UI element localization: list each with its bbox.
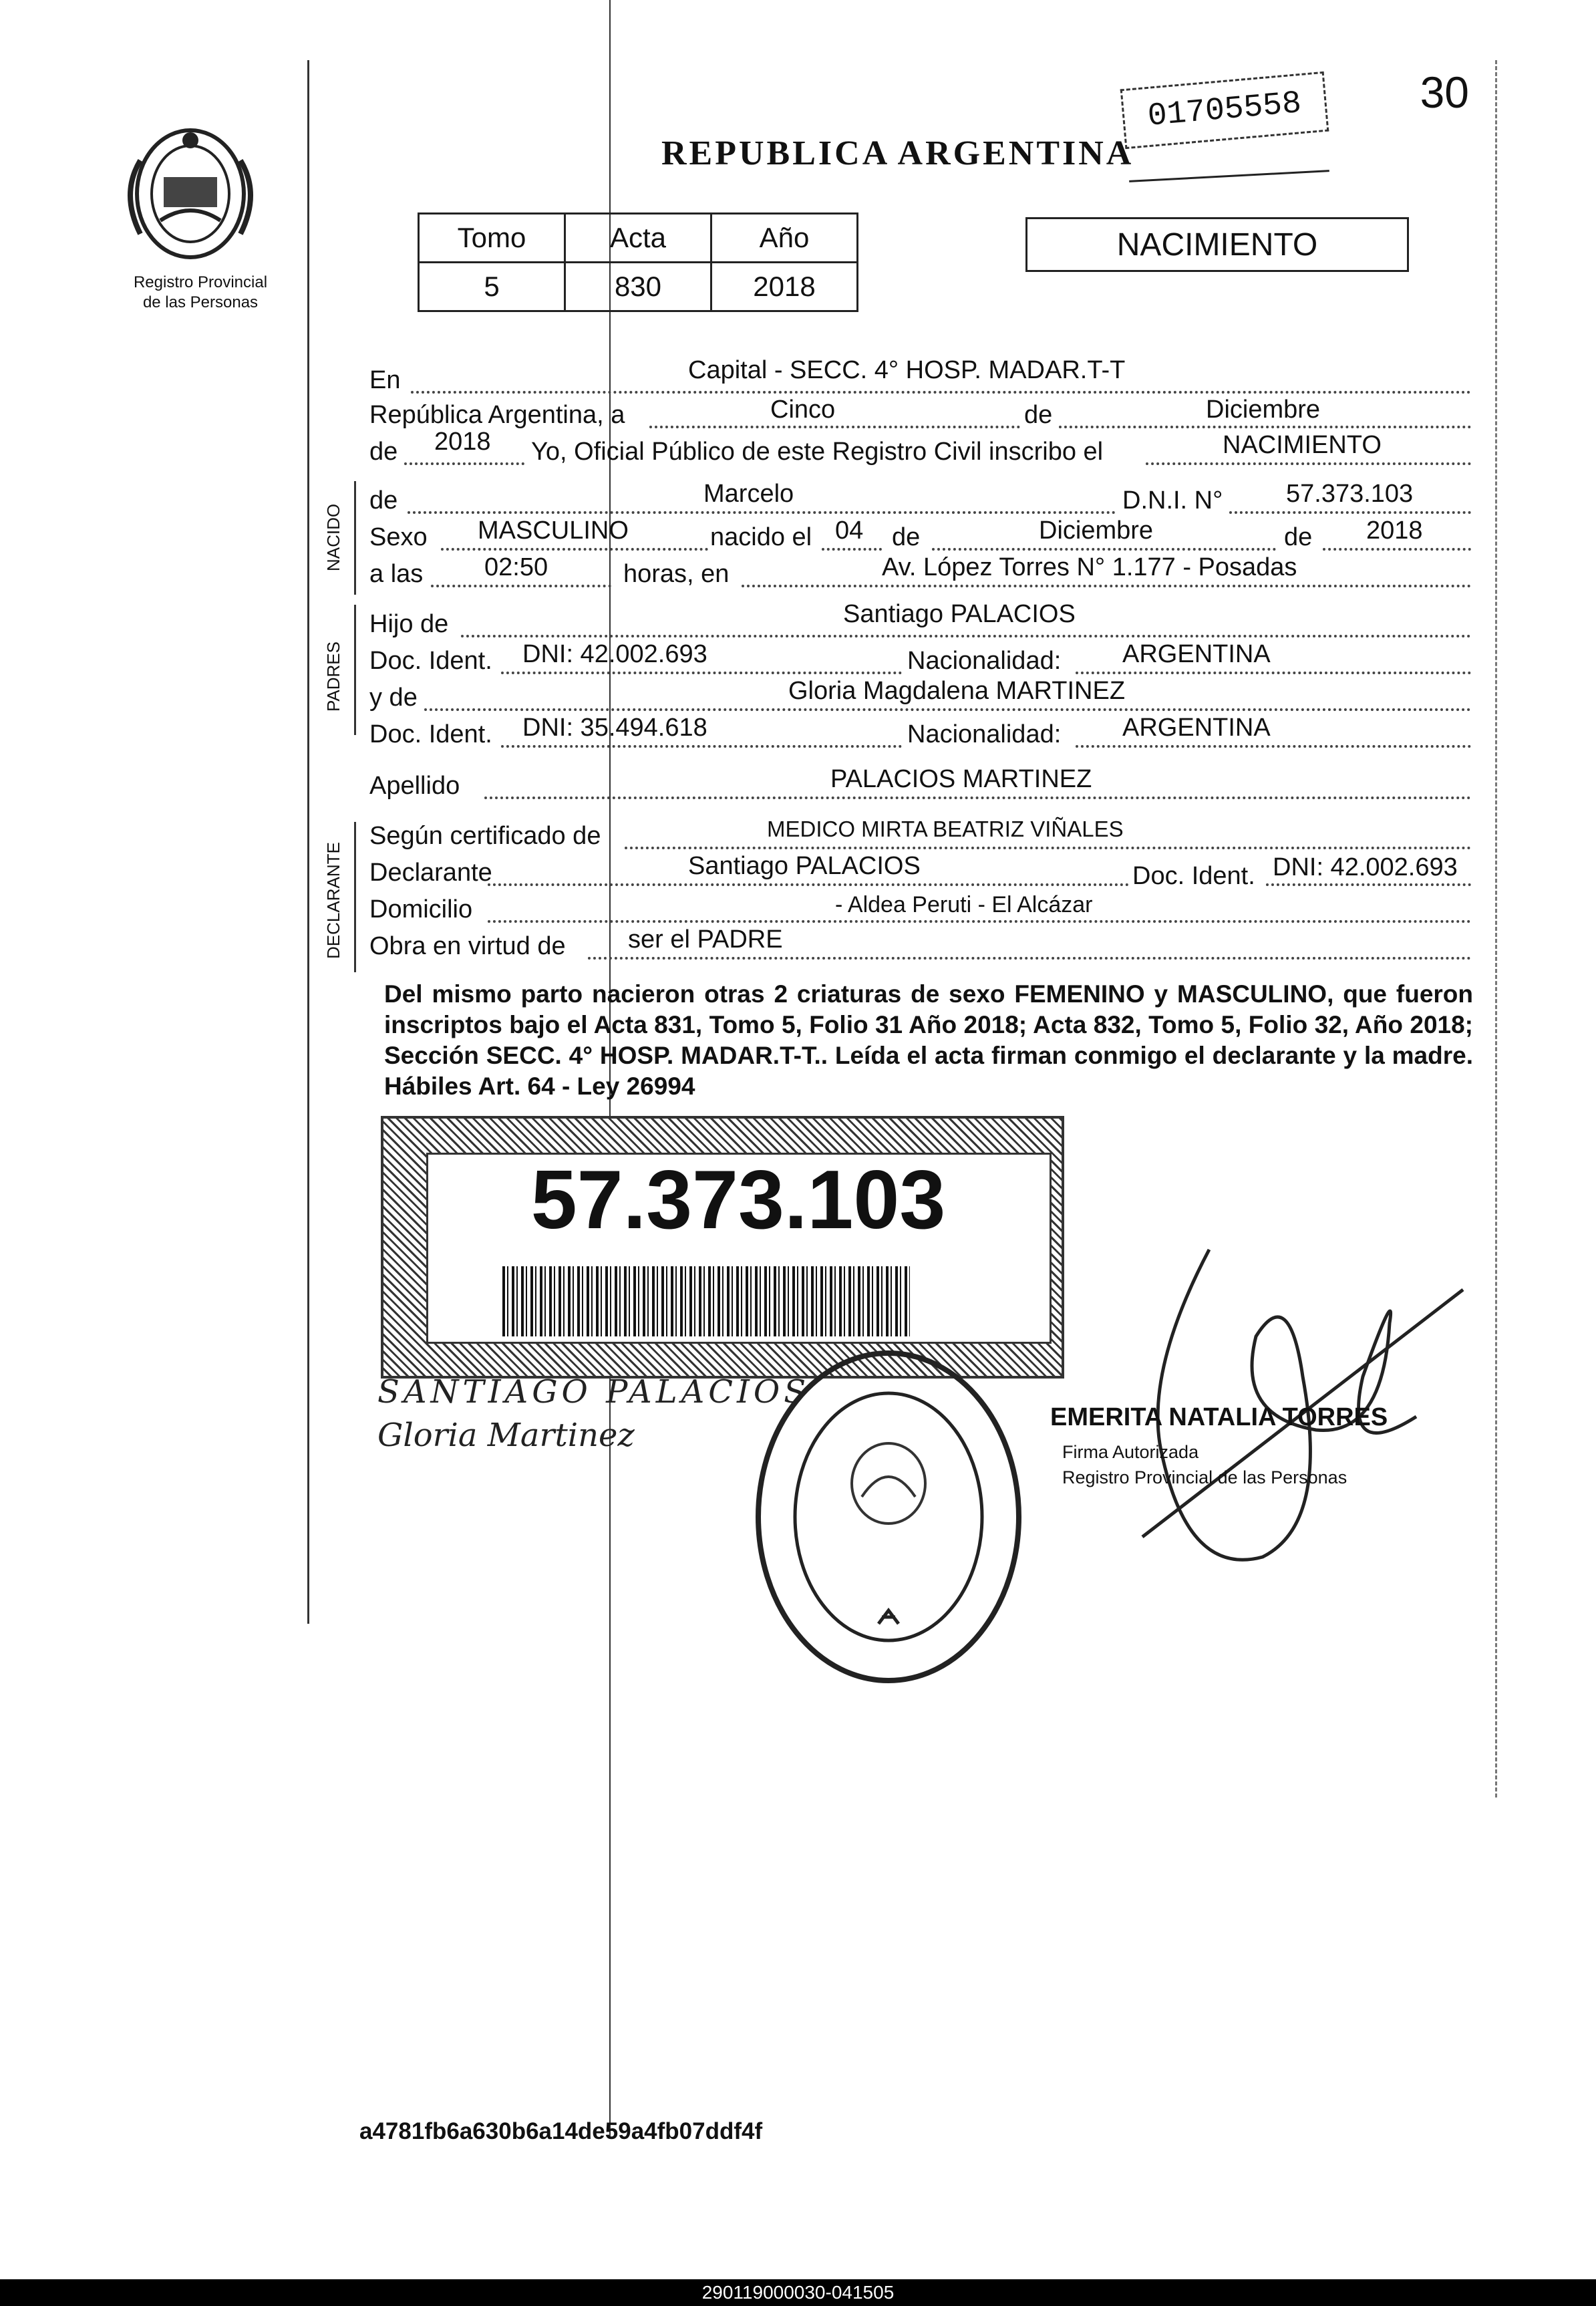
hijo-label: Hijo de: [369, 610, 449, 638]
domicilio-label: Domicilio: [369, 895, 473, 923]
declarante-bracket: [354, 822, 356, 972]
title-underline: [1129, 170, 1329, 182]
right-margin-rule: [1495, 60, 1497, 1797]
apellido-label: Apellido: [369, 772, 460, 800]
decl-doc-label: Doc. Ident.: [1132, 862, 1255, 890]
padre-value: Santiago PALACIOS: [843, 600, 1076, 628]
madre-nac-label: Nacionalidad:: [907, 720, 1062, 748]
nac-mes-value: Diciembre: [1039, 517, 1154, 545]
madre-line: [424, 708, 1471, 711]
official-role: Firma Autorizada: [1062, 1442, 1199, 1462]
inscribo-value: NACIMIENTO: [1223, 431, 1382, 459]
obra-value: ser el PADRE: [628, 925, 783, 954]
padres-bracket: [354, 605, 356, 735]
sexo-line: [441, 548, 708, 551]
table-header-anio: Año: [711, 214, 858, 263]
nac-anio-value: 2018: [1366, 517, 1423, 545]
side-label-declarante: DECLARANTE: [323, 842, 343, 959]
en-value: Capital - SECC. 4° HOSP. MADAR.T-T: [688, 356, 1126, 384]
id-number: 57.373.103: [530, 1154, 946, 1246]
nacido-label: nacido el: [710, 523, 812, 551]
domicilio-value: - Aldea Peruti - El Alcázar: [835, 892, 1093, 917]
apellido-line: [484, 797, 1471, 799]
en-label: En: [369, 366, 401, 394]
nacido-bracket: [354, 481, 356, 595]
acta-table: [418, 212, 858, 312]
table-cell-anio: 2018: [711, 263, 858, 311]
nac-de-label: de: [892, 523, 921, 551]
lugar-line: [742, 585, 1471, 587]
madre-doc-value: DNI: 35.494.618: [522, 714, 707, 742]
anio-value: 2018: [434, 428, 491, 456]
footer-code: 290119000030-041505: [0, 2279, 1596, 2306]
nac-mes-line: [932, 548, 1276, 551]
nac-de-label-2: de: [1284, 523, 1313, 551]
padre-doc-label: Doc. Ident.: [369, 647, 492, 675]
declarante-label: Declarante: [369, 859, 492, 887]
madre-value: Gloria Magdalena MARTINEZ: [788, 677, 1126, 705]
madre-nac-value: ARGENTINA: [1122, 714, 1271, 742]
padre-nac-value: ARGENTINA: [1122, 640, 1271, 668]
table-cell-acta: 830: [565, 263, 711, 311]
page-title: REPUBLICA ARGENTINA: [661, 134, 1134, 172]
official-org: Registro Provincial de las Personas: [1062, 1467, 1347, 1487]
certificado-line: [625, 847, 1471, 849]
sexo-value: MASCULINO: [478, 517, 629, 545]
dia-line: [649, 426, 1020, 428]
horas-label: horas, en: [623, 560, 730, 588]
nombre-line: [408, 511, 1116, 514]
inscribo-line: [1146, 462, 1471, 465]
dni-label: D.N.I. N°: [1122, 486, 1223, 515]
province-crest-icon: [114, 120, 267, 261]
hora-line: [431, 585, 611, 587]
dia-value: Cinco: [770, 396, 836, 424]
apellido-value: PALACIOS MARTINEZ: [830, 765, 1092, 793]
domicilio-line: [488, 920, 1471, 923]
nac-dia-line: [822, 548, 882, 551]
declarante-value: Santiago PALACIOS: [688, 852, 921, 880]
padre-doc-line: [501, 672, 902, 674]
nac-anio-line: [1323, 548, 1471, 551]
dni-value: 57.373.103: [1286, 480, 1414, 508]
certificado-label: Según certificado de: [369, 822, 601, 850]
mes-line: [1059, 426, 1471, 428]
padre-nac-line: [1076, 672, 1471, 674]
obra-line: [588, 957, 1471, 960]
barcode: [502, 1266, 910, 1336]
side-label-padres: PADRES: [323, 641, 343, 712]
anio-de-label: de: [369, 438, 398, 466]
dni-line: [1229, 511, 1471, 514]
official-seal-icon: [748, 1343, 1029, 1691]
table-header-tomo: Tomo: [419, 214, 565, 263]
mes-value: Diciembre: [1206, 396, 1321, 424]
left-margin-rule: [307, 60, 309, 1624]
doc-type-box: NACIMIENTO: [1025, 217, 1409, 272]
madre-doc-line: [501, 745, 902, 748]
en-line: [411, 391, 1471, 394]
registry-name: Registro Provincial de las Personas: [133, 273, 268, 311]
de-label: de: [1024, 401, 1053, 429]
madre-nac-line: [1076, 745, 1471, 748]
decl-doc-value: DNI: 42.002.693: [1273, 853, 1458, 881]
note-paragraph: Del mismo parto nacieron otras 2 criaturas de sexo FEMENINO y MASCULINO, que fueron inscriptos bajo el Acta 831, Tomo 5, Folio 31 Año 2018; Acta 832, Tomo 5, Folio 32, Año 2018; Sección SECC. 4° HOSP. MADAR.T-T.. Leída el acta firman conmigo el declarante y la madre. Hábiles Art. 64 - Ley 26994: [384, 980, 1473, 1100]
sexo-label: Sexo: [369, 523, 428, 551]
nombre-value: Marcelo: [703, 480, 794, 508]
document-hash: a4781fb6a630b6a14de59a4fb07ddf4f: [359, 2118, 763, 2144]
padre-doc-value: DNI: 42.002.693: [522, 640, 707, 668]
yo-text: Yo, Oficial Público de este Registro Civil inscribo el: [531, 438, 1104, 466]
decl-doc-line: [1266, 883, 1471, 886]
signature-madre: Gloria Martinez: [377, 1417, 635, 1454]
obra-label: Obra en virtud de: [369, 932, 566, 960]
serial-stamp: 01705558: [1120, 71, 1329, 149]
nombre-label: de: [369, 486, 398, 515]
padre-line: [461, 635, 1471, 637]
padre-nac-label: Nacionalidad:: [907, 647, 1062, 675]
table-cell-tomo: 5: [419, 263, 565, 311]
hora-value: 02:50: [484, 553, 548, 581]
certificado-value: MEDICO MIRTA BEATRIZ VIÑALES: [767, 817, 1124, 841]
page-number: 30: [1420, 67, 1469, 117]
nac-dia-value: 04: [835, 517, 864, 545]
official-name: EMERITA NATALIA TORRES: [1050, 1403, 1388, 1431]
side-label-nacido: NACIDO: [323, 503, 343, 571]
lugar-value: Av. López Torres N° 1.177 - Posadas: [882, 553, 1297, 581]
anio-line: [404, 462, 524, 465]
madre-doc-label: Doc. Ident.: [369, 720, 492, 748]
table-header-acta: Acta: [565, 214, 711, 263]
republica-label: República Argentina, a: [369, 401, 625, 429]
yde-label: y de: [369, 684, 418, 712]
signature-declarante: SANTIAGO PALACIOS: [377, 1373, 810, 1411]
a-las-label: a las: [369, 560, 424, 588]
declarante-line: [488, 883, 1129, 886]
